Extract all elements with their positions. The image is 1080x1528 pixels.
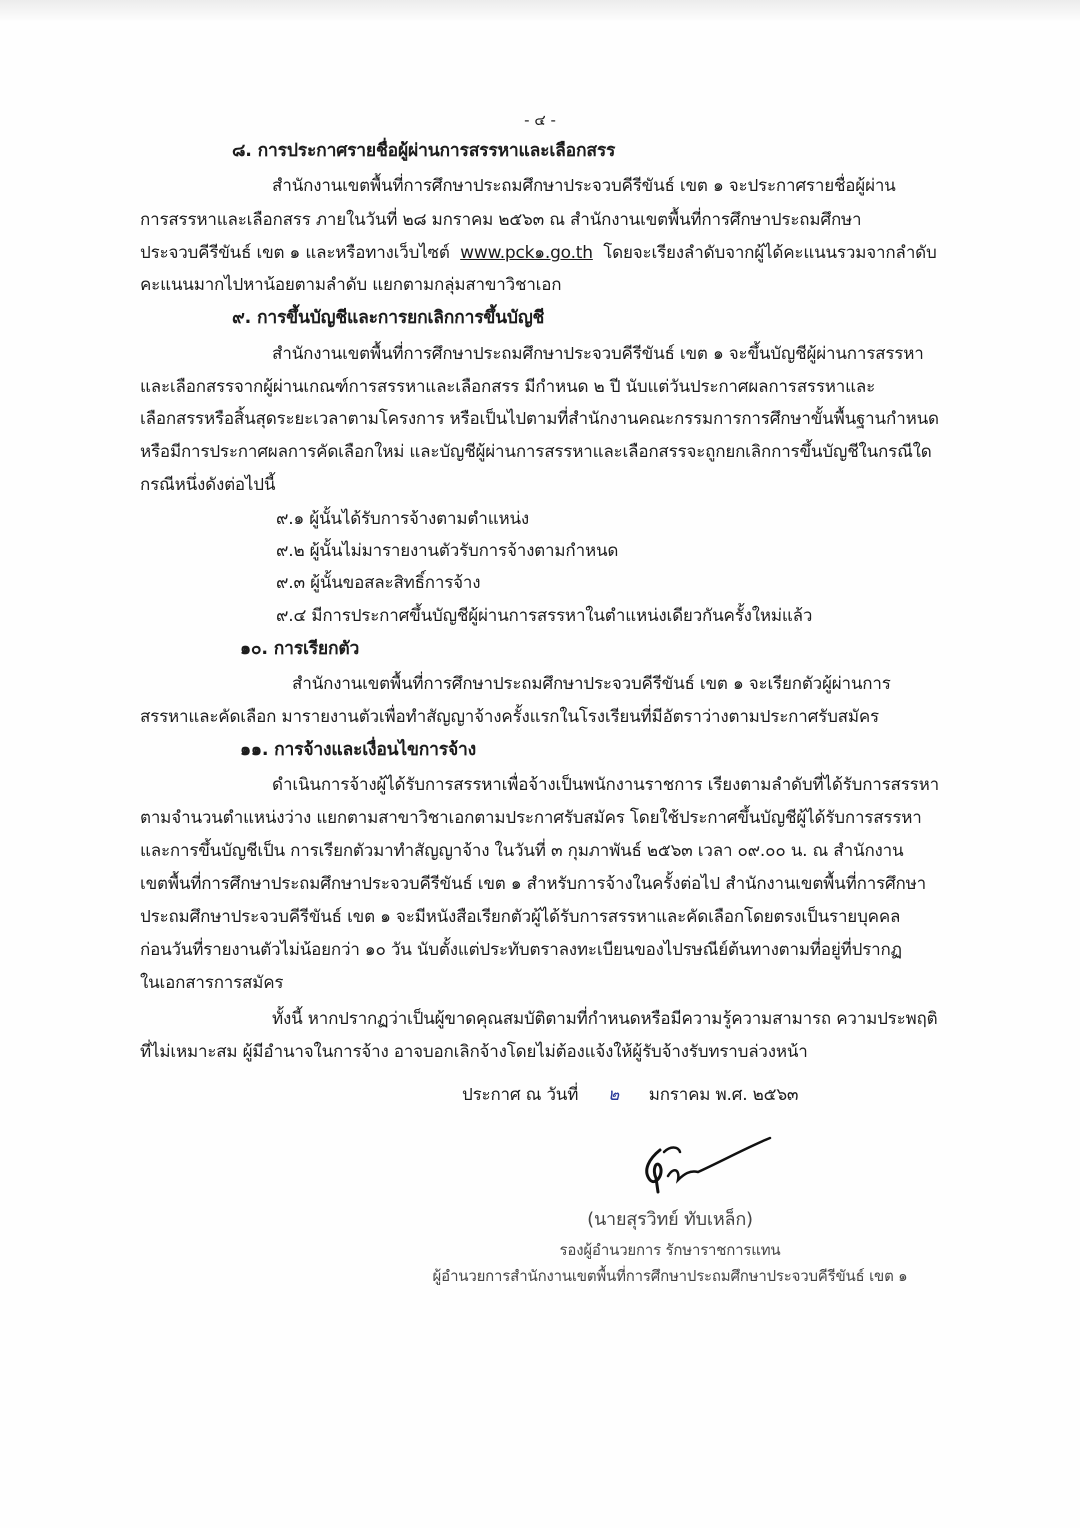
section-11-heading: ๑๑. การจ้างและเงื่อนไขการจ้าง bbox=[240, 740, 477, 760]
section-11-line-1: ดำเนินการจ้างผู้ได้รับการสรรหาเพื่อจ้างเป็นพนักงานราชการ เรียงตามลำดับที่ได้รับการสรรหา bbox=[272, 775, 939, 795]
section-8-line-4: คะแนนมากไปหาน้อยตามลำดับ แยกตามกลุ่มสาขาวิชาเอก bbox=[140, 275, 562, 295]
section-11-line-6: ก่อนวันที่รายงานตัวไม่น้อยกว่า ๑๐ วัน นับตั้งแต่ประทับตราลงทะเบียนของไปรษณีย์ต้นทางตามที่อยู่ที่ปรากฏ bbox=[140, 940, 902, 960]
section-9-line-5: กรณีหนึ่งดังต่อไปนี้ bbox=[140, 475, 276, 495]
announce-day: ๒ bbox=[607, 1085, 619, 1105]
section-8-line-2: การสรรหาและเลือกสรร ภายในวันที่ ๒๘ มกราคม ๒๕๖๓ ณ สำนักงานเขตพื้นที่การศึกษาประถมศึกษา bbox=[140, 210, 862, 230]
signature-mark bbox=[620, 1130, 800, 1200]
section-10-heading: ๑๐. การเรียกตัว bbox=[240, 639, 360, 659]
signatory-name: (นายสุรวิทย์ ทับเหล็ก) bbox=[587, 1209, 753, 1230]
section-9-item-1: ๙.๑ ผู้นั้นได้รับการจ้างตามตำแหน่ง bbox=[276, 509, 530, 529]
section-9-item-3: ๙.๓ ผู้นั้นขอสละสิทธิ์การจ้าง bbox=[276, 573, 481, 593]
section-11-line-3: และการขึ้นบัญชีเป็น การเรียกตัวมาทำสัญญาจ้าง ในวันที่ ๓ กุมภาพันธ์ ๒๕๖๓ เวลา ๐๙.๐๐ น. ณ สำนักงาน bbox=[140, 841, 904, 861]
section-10-line-1: สำนักงานเขตพื้นที่การศึกษาประถมศึกษาประจวบคีรีขันธ์ เขต ๑ จะเรียกตัวผู้ผ่านการ bbox=[292, 674, 891, 694]
signatory-title-1: รองผู้อำนวยการ รักษาราชการแทน bbox=[559, 1241, 781, 1259]
section-8-line-3a: ประจวบคีรีขันธ์ เขต ๑ และหรือทางเว็บไซต์ bbox=[140, 243, 450, 263]
closing-line-1: ทั้งนี้ หากปรากฏว่าเป็นผู้ขาดคุณสมบัติตามที่กำหนดหรือมีความรู้ความสามารถ ความประพฤติ bbox=[272, 1009, 938, 1029]
section-9-item-4: ๙.๔ มีการประกาศขึ้นบัญชีผู้ผ่านการสรรหาในตำแหน่งเดียวกันครั้งใหม่แล้ว bbox=[276, 606, 813, 626]
section-8-line-1: สำนักงานเขตพื้นที่การศึกษาประถมศึกษาประจวบคีรีขันธ์ เขต ๑ จะประกาศรายชื่อผู้ผ่าน bbox=[272, 176, 896, 196]
section-11-line-5: ประถมศึกษาประจวบคีรีขันธ์ เขต ๑ จะมีหนังสือเรียกตัวผู้ได้รับการสรรหาและคัดเลือกโดยตรงเป็นรายบุคคล bbox=[140, 907, 901, 927]
section-8-line-3b: โดยจะเรียงลำดับจากผู้ได้คะแนนรวมจากลำดับ bbox=[603, 243, 937, 263]
section-11-line-2: ตามจำนวนตำแหน่งว่าง แยกตามสาขาวิชาเอกตามประกาศรับสมัคร โดยใช้ประกาศขึ้นบัญชีผู้ได้รับการสรรหา bbox=[140, 808, 922, 828]
website-link[interactable]: www.pck๑.go.th bbox=[460, 243, 593, 263]
section-11-line-7: ในเอกสารการสมัคร bbox=[140, 973, 284, 993]
section-9-heading: ๙. การขึ้นบัญชีและการยกเลิกการขึ้นบัญชี bbox=[232, 308, 545, 328]
section-10-line-2: สรรหาและคัดเลือก มารายงานตัวเพื่อทำสัญญาจ้างครั้งแรกในโรงเรียนที่มีอัตราว่างตามประกาศรับสมัคร bbox=[140, 707, 879, 727]
section-8-line-3 bbox=[140, 240, 937, 266]
scan-edge-shadow bbox=[0, 0, 1080, 22]
section-9-line-4: หรือมีการประกาศผลการคัดเลือกใหม่ และบัญชีผู้ผ่านการสรรหาและเลือกสรรจะถูกยกเลิกการขึ้นบัญชีในกรณีใด bbox=[140, 442, 932, 462]
signatory-title-2: ผู้อำนวยการสำนักงานเขตพื้นที่การศึกษาประถมศึกษาประจวบคีรีขันธ์ เขต ๑ bbox=[432, 1267, 908, 1285]
closing-line-2: ที่ไม่เหมาะสม ผู้มีอำนาจในการจ้าง อาจบอกเลิกจ้างโดยไม่ต้องแจ้งให้ผู้รับจ้างรับทราบล่วงหน้า bbox=[140, 1042, 808, 1062]
announce-prefix: ประกาศ ณ วันที่ bbox=[462, 1085, 579, 1105]
section-9-line-2: และเลือกสรรจากผู้ผ่านเกณฑ์การสรรหาและเลือกสรร มีกำหนด ๒ ปี นับแต่วันประกาศผลการสรรหาและ bbox=[140, 377, 876, 397]
section-9-line-3: เลือกสรรหรือสิ้นสุดระยะเวลาตามโครงการ หรือเป็นไปตามที่สำนักงานคณะกรรมการการศึกษาขั้นพื้นฐานกำหนด bbox=[140, 409, 939, 429]
section-8-heading: ๘. การประกาศรายชื่อผู้ผ่านการสรรหาและเลือกสรร bbox=[232, 141, 616, 161]
announce-month-year: มกราคม พ.ศ. ๒๕๖๓ bbox=[648, 1085, 799, 1105]
section-9-line-1: สำนักงานเขตพื้นที่การศึกษาประถมศึกษาประจวบคีรีขันธ์ เขต ๑ จะขึ้นบัญชีผู้ผ่านการสรรหา bbox=[272, 344, 924, 364]
page-number: - ๔ - bbox=[524, 111, 556, 129]
announce-date bbox=[462, 1082, 798, 1108]
section-9-item-2: ๙.๒ ผู้นั้นไม่มารายงานตัวรับการจ้างตามกำหนด bbox=[276, 541, 619, 561]
section-11-line-4: เขตพื้นที่การศึกษาประถมศึกษาประจวบคีรีขันธ์ เขต ๑ สำหรับการจ้างในครั้งต่อไป สำนักงานเขตพื้นที่การศึกษา bbox=[140, 874, 927, 894]
